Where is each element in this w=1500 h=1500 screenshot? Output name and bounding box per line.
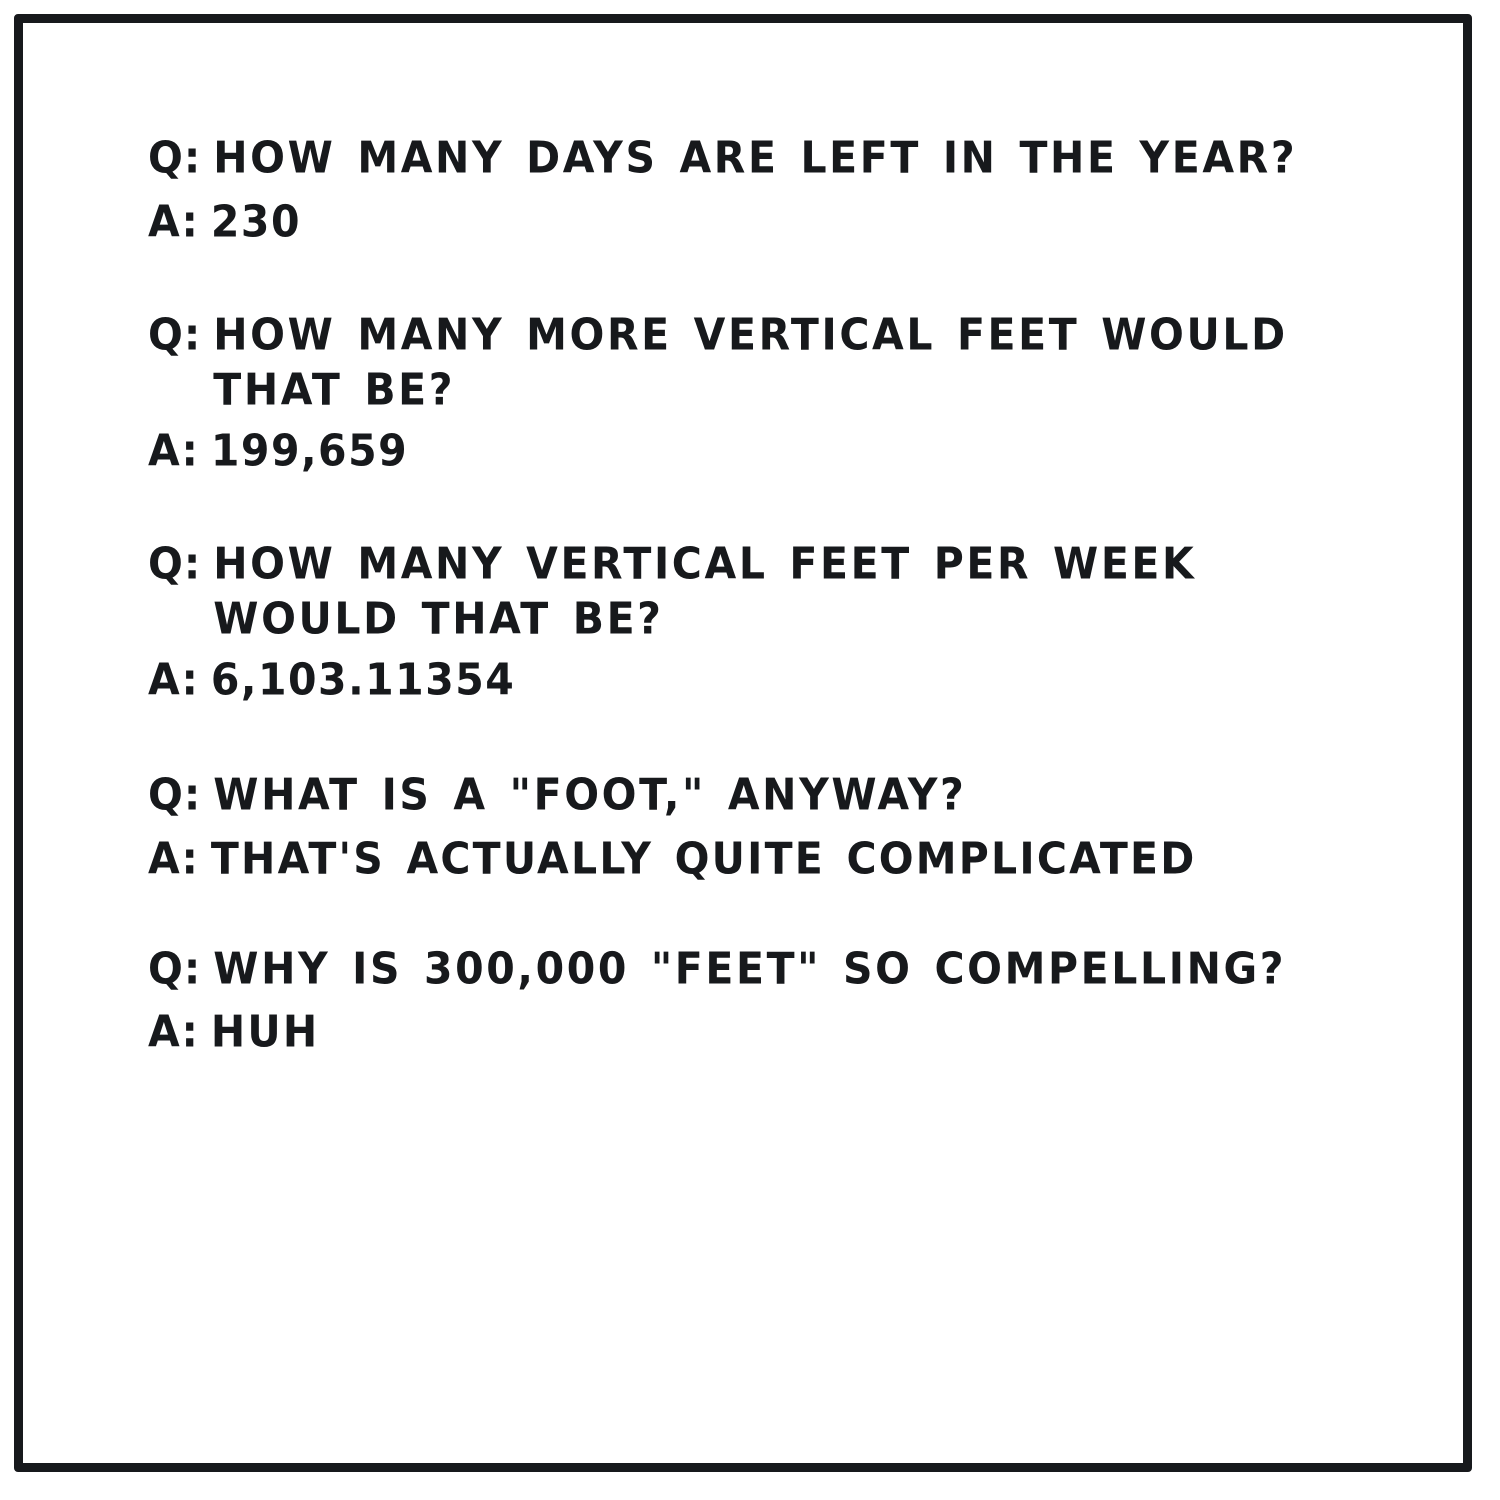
answer-text: 6,103.11354	[210, 653, 516, 705]
question-line	[148, 308, 1403, 416]
answer-tag: A:	[148, 424, 199, 476]
answer-line	[148, 424, 1403, 476]
qa-list	[148, 131, 1403, 1067]
question-tag: Q:	[148, 538, 202, 590]
question-text: HOW MANY MORE VERTICAL FEET WOULD THAT BE?	[213, 309, 1288, 416]
qa-block	[148, 308, 1403, 475]
answer-text: 199,659	[210, 424, 409, 476]
answer-line	[148, 195, 1403, 247]
question-text: WHAT IS A "FOOT," ANYWAY?	[213, 769, 967, 821]
question-tag: Q:	[148, 942, 202, 994]
answer-text: THAT'S ACTUALLY QUITE COMPLICATED	[210, 832, 1197, 884]
answer-text: 230	[210, 195, 301, 247]
qa-block	[148, 768, 1403, 883]
question-tag: Q:	[148, 769, 202, 821]
qa-block	[148, 537, 1403, 704]
answer-tag: A:	[148, 832, 199, 884]
qa-block	[148, 942, 1403, 1057]
question-tag: Q:	[148, 132, 202, 183]
answer-text: HUH	[210, 1006, 320, 1058]
answer-line	[148, 1005, 1403, 1057]
question-text: WHY IS 300,000 "FEET" SO COMPELLING?	[213, 942, 1287, 994]
question-tag: Q:	[148, 309, 202, 361]
comic-panel	[14, 14, 1472, 1472]
answer-tag: A:	[148, 195, 199, 247]
answer-line	[148, 832, 1403, 884]
question-line	[148, 942, 1403, 994]
question-line	[148, 131, 1403, 183]
answer-tag: A:	[148, 1006, 199, 1058]
question-text: HOW MANY VERTICAL FEET PER WEEK WOULD THAT BE?	[213, 538, 1197, 644]
question-text: HOW MANY DAYS ARE LEFT IN THE YEAR?	[213, 132, 1298, 183]
question-line	[148, 537, 1403, 644]
question-line	[148, 768, 1403, 820]
qa-block	[148, 131, 1403, 246]
answer-line	[148, 653, 1403, 705]
answer-tag: A:	[148, 653, 199, 705]
